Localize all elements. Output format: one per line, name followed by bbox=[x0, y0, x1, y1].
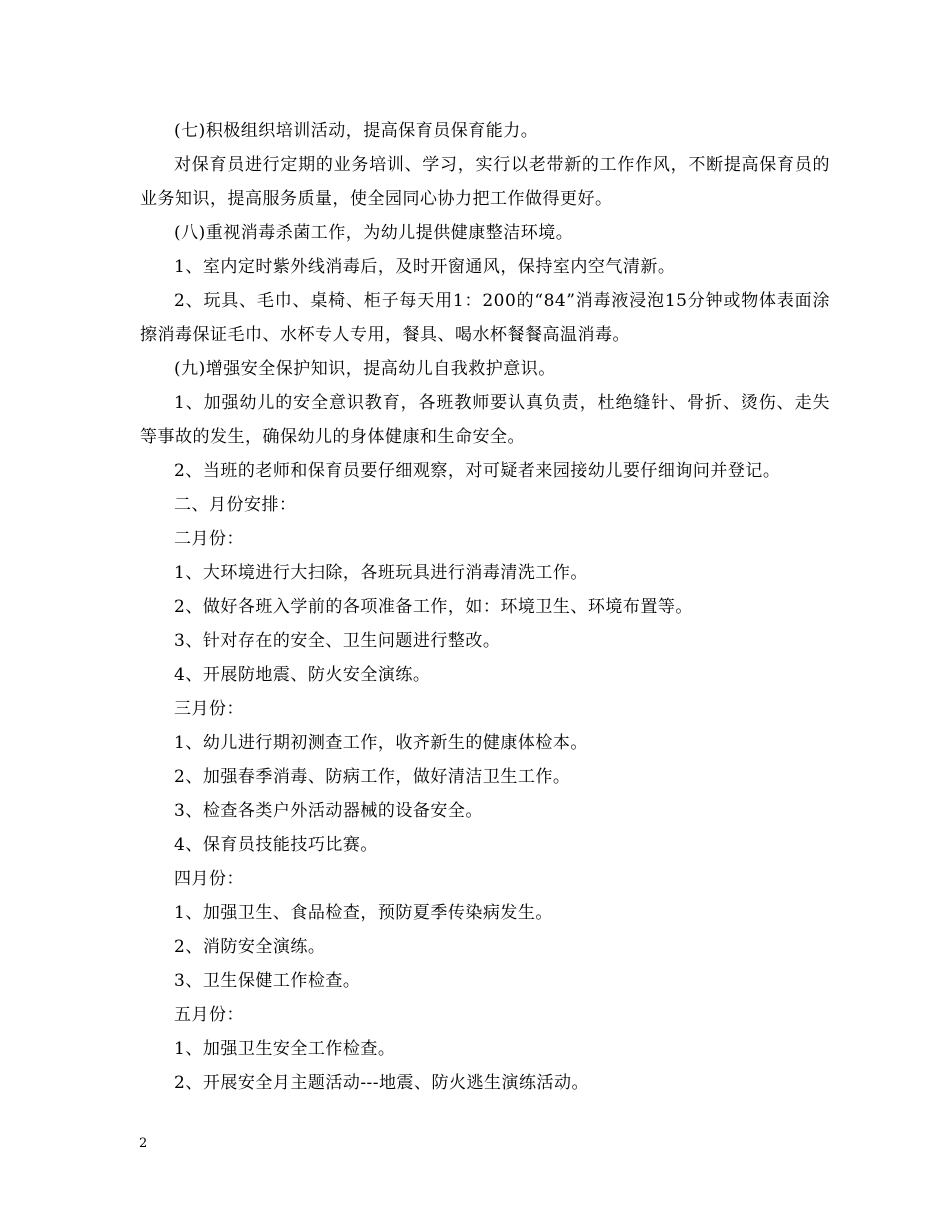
list-item: 3、针对存在的安全、卫生问题进行整改。 bbox=[174, 631, 501, 651]
list-item: 2、加强春季消毒、防病工作，做好清洁卫生工作。 bbox=[174, 767, 571, 787]
section-heading-8: (八)重视消毒杀菌工作，为幼儿提供健康整洁环境。 bbox=[174, 223, 574, 243]
list-item: 2、消防安全演练。 bbox=[174, 937, 326, 957]
list-item: 4、开展防地震、防火安全演练。 bbox=[174, 665, 431, 685]
list-item: 2、玩具、毛巾、桌椅、柜子每天用1：200的“84”消毒液浸泡15分钟或物体表面涂擦消毒保证毛巾、水杯专人专用，餐具、喝水杯餐餐高温消毒。 bbox=[140, 291, 830, 345]
month-heading-mar: 三月份： bbox=[174, 699, 244, 719]
list-item: 2、当班的老师和保育员要仔细观察，对可疑者来园接幼儿要仔细询问并登记。 bbox=[174, 461, 781, 481]
section-heading-monthly: 二、月份安排： bbox=[174, 495, 297, 515]
month-heading-may: 五月份： bbox=[174, 1005, 244, 1025]
list-item: 1、室内定时紫外线消毒后，及时开窗通风，保持室内空气清新。 bbox=[174, 257, 676, 277]
list-item: 2、做好各班入学前的各项准备工作，如：环境卫生、环境布置等。 bbox=[174, 597, 693, 617]
list-item: 1、加强幼儿的安全意识教育，各班教师要认真负责，杜绝缝针、骨折、烫伤、走失等事故的发生，确保幼儿的身体健康和生命安全。 bbox=[140, 393, 830, 447]
section-heading-7: (七)积极组织培训活动，提高保育员保育能力。 bbox=[174, 121, 539, 141]
list-item: 1、加强卫生、食品检查，预防夏季传染病发生。 bbox=[174, 903, 553, 923]
month-heading-apr: 四月份： bbox=[174, 869, 244, 889]
page-number: 2 bbox=[139, 1136, 148, 1151]
month-heading-feb: 二月份： bbox=[174, 529, 244, 549]
list-item: 3、检查各类户外活动器械的设备安全。 bbox=[174, 801, 483, 821]
list-item: 1、大环境进行大扫除，各班玩具进行消毒清洗工作。 bbox=[174, 563, 588, 583]
paragraph-training: 对保育员进行定期的业务培训、学习，实行以老带新的工作作风，不断提高保育员的业务知识，提高服务质量，使全园同心协力把工作做得更好。 bbox=[140, 155, 830, 209]
list-item: 2、开展安全月主题活动---地震、防火逃生演练活动。 bbox=[174, 1073, 590, 1093]
list-item: 1、加强卫生安全工作检查。 bbox=[174, 1039, 396, 1059]
list-item: 1、幼儿进行期初测查工作，收齐新生的健康体检本。 bbox=[174, 733, 588, 753]
document-body bbox=[140, 114, 830, 1100]
section-heading-9: (九)增强安全保护知识，提高幼儿自我救护意识。 bbox=[174, 359, 556, 379]
list-item: 3、卫生保健工作检查。 bbox=[174, 971, 361, 991]
list-item: 4、保育员技能技巧比赛。 bbox=[174, 835, 378, 855]
